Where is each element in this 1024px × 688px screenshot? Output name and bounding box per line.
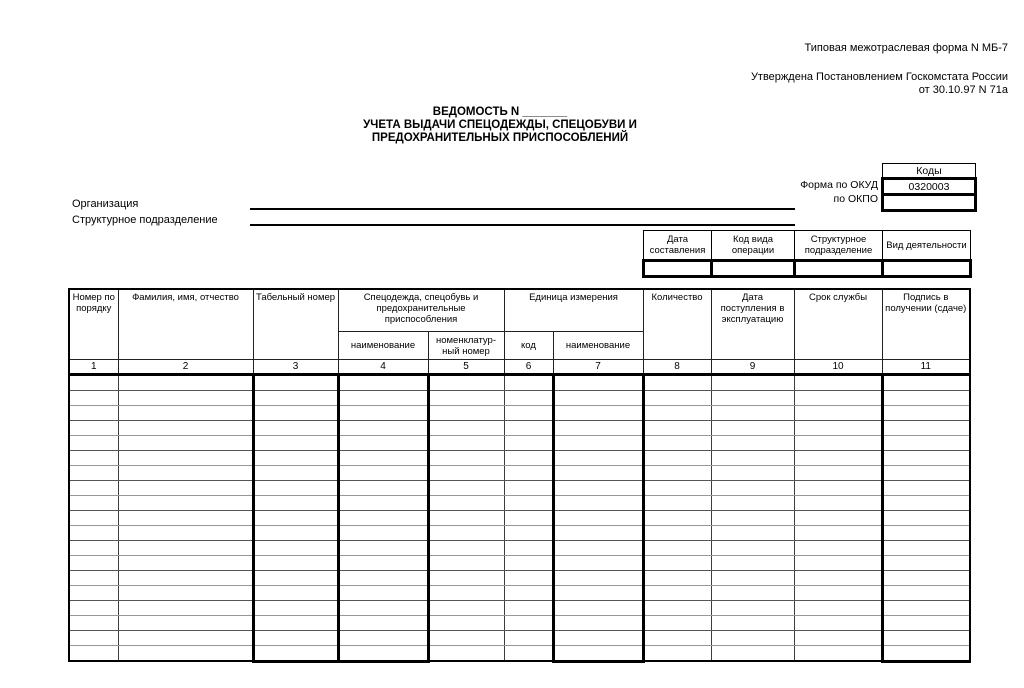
info-value-cell bbox=[644, 261, 712, 277]
column-number-row bbox=[69, 359, 970, 374]
empty-cell bbox=[553, 495, 643, 510]
empty-cell bbox=[643, 525, 711, 540]
empty-cell bbox=[711, 420, 794, 435]
main-table bbox=[68, 288, 971, 663]
empty-cell bbox=[428, 510, 504, 525]
table-row bbox=[69, 585, 970, 600]
empty-cell bbox=[882, 600, 970, 615]
empty-cell bbox=[711, 630, 794, 645]
empty-cell bbox=[504, 600, 553, 615]
empty-cell bbox=[118, 405, 253, 420]
empty-cell bbox=[643, 645, 711, 661]
empty-cell bbox=[711, 465, 794, 480]
empty-cell bbox=[338, 495, 428, 510]
empty-cell bbox=[118, 525, 253, 540]
empty-cell bbox=[711, 510, 794, 525]
empty-cell bbox=[643, 570, 711, 585]
codes-header-cell: Коды bbox=[883, 164, 976, 179]
empty-cell bbox=[643, 600, 711, 615]
subheader-nomenclature: номенклатурный номер bbox=[428, 331, 504, 359]
empty-cell bbox=[794, 630, 882, 645]
empty-cell bbox=[118, 435, 253, 450]
empty-cell bbox=[643, 374, 711, 390]
empty-cell bbox=[553, 465, 643, 480]
header-cell-number: Номер по порядку bbox=[69, 289, 118, 359]
empty-cell bbox=[69, 645, 118, 661]
empty-cell bbox=[882, 435, 970, 450]
empty-cell bbox=[711, 570, 794, 585]
empty-cell bbox=[118, 600, 253, 615]
empty-cell bbox=[504, 585, 553, 600]
column-number-cell: 3 bbox=[253, 359, 338, 374]
empty-cell bbox=[428, 465, 504, 480]
empty-cell bbox=[711, 390, 794, 405]
subdivision-label: Структурное подразделение bbox=[72, 214, 218, 226]
header-group-clothes: Спецодежда, спецобувь и предохранительные приспособления bbox=[338, 289, 504, 331]
empty-cell bbox=[69, 435, 118, 450]
empty-cell bbox=[553, 585, 643, 600]
empty-cell bbox=[711, 540, 794, 555]
table-row bbox=[69, 525, 970, 540]
column-number-cell: 10 bbox=[794, 359, 882, 374]
table-row bbox=[69, 435, 970, 450]
empty-cell bbox=[711, 374, 794, 390]
info-value-row bbox=[644, 261, 971, 277]
empty-cell bbox=[794, 450, 882, 465]
empty-cell bbox=[882, 645, 970, 661]
empty-cell bbox=[338, 374, 428, 390]
empty-cell bbox=[253, 540, 338, 555]
empty-cell bbox=[643, 465, 711, 480]
empty-cell bbox=[253, 555, 338, 570]
info-header-activity: Вид деятельности bbox=[883, 231, 971, 261]
empty-cell bbox=[711, 600, 794, 615]
empty-cell bbox=[643, 450, 711, 465]
empty-cell bbox=[428, 450, 504, 465]
empty-cell bbox=[118, 585, 253, 600]
empty-cell bbox=[338, 645, 428, 661]
empty-cell bbox=[794, 510, 882, 525]
empty-cell bbox=[643, 540, 711, 555]
empty-cell bbox=[882, 585, 970, 600]
info-header-opcode: Код вида операции bbox=[712, 231, 795, 261]
empty-cell bbox=[338, 630, 428, 645]
empty-cell bbox=[118, 450, 253, 465]
empty-cell bbox=[69, 390, 118, 405]
empty-cell bbox=[643, 585, 711, 600]
table-row bbox=[69, 390, 970, 405]
empty-cell bbox=[882, 465, 970, 480]
empty-cell bbox=[711, 405, 794, 420]
empty-cell bbox=[882, 555, 970, 570]
empty-cell bbox=[794, 525, 882, 540]
subheader-clothes-name: наименование bbox=[338, 331, 428, 359]
organization-block bbox=[72, 194, 795, 226]
empty-cell bbox=[643, 480, 711, 495]
empty-cell bbox=[794, 480, 882, 495]
empty-cell bbox=[711, 495, 794, 510]
subheader-unit-name: наименование bbox=[553, 331, 643, 359]
empty-cell bbox=[553, 420, 643, 435]
column-number-cell: 9 bbox=[711, 359, 794, 374]
empty-cell bbox=[553, 555, 643, 570]
empty-cell bbox=[553, 435, 643, 450]
empty-cell bbox=[643, 435, 711, 450]
empty-cell bbox=[882, 480, 970, 495]
organization-label: Организация bbox=[72, 198, 139, 210]
empty-cell bbox=[428, 570, 504, 585]
form-title bbox=[0, 106, 1000, 145]
empty-cell bbox=[338, 600, 428, 615]
empty-cell bbox=[428, 645, 504, 661]
info-value-cell bbox=[883, 261, 971, 277]
empty-cell bbox=[553, 480, 643, 495]
table-row bbox=[69, 450, 970, 465]
empty-cell bbox=[428, 480, 504, 495]
empty-cell bbox=[253, 510, 338, 525]
main-header-row-1 bbox=[69, 289, 970, 331]
organization-fill-line bbox=[250, 194, 795, 210]
empty-cell bbox=[428, 525, 504, 540]
empty-cell bbox=[711, 435, 794, 450]
empty-cell bbox=[553, 510, 643, 525]
column-number-cell: 5 bbox=[428, 359, 504, 374]
empty-cell bbox=[428, 390, 504, 405]
title-line-number: ВЕДОМОСТЬ N _______ bbox=[432, 106, 568, 118]
empty-cell bbox=[118, 570, 253, 585]
empty-cell bbox=[338, 465, 428, 480]
empty-cell bbox=[428, 540, 504, 555]
column-number-cell: 2 bbox=[118, 359, 253, 374]
empty-cell bbox=[69, 465, 118, 480]
empty-cell bbox=[711, 480, 794, 495]
info-header-subdivision: Структурное подразделение bbox=[795, 231, 883, 261]
empty-cell bbox=[253, 465, 338, 480]
column-number-cell: 8 bbox=[643, 359, 711, 374]
empty-cell bbox=[69, 570, 118, 585]
empty-cell bbox=[504, 525, 553, 540]
okud-label: Форма по ОКУД bbox=[800, 179, 878, 191]
empty-cell bbox=[504, 570, 553, 585]
empty-cell bbox=[882, 405, 970, 420]
empty-cell bbox=[69, 510, 118, 525]
empty-cell bbox=[338, 435, 428, 450]
empty-cell bbox=[882, 510, 970, 525]
empty-cell bbox=[553, 405, 643, 420]
empty-cell bbox=[882, 420, 970, 435]
empty-cell bbox=[69, 585, 118, 600]
okpo-label: по ОКПО bbox=[833, 193, 878, 205]
empty-cell bbox=[794, 495, 882, 510]
empty-cell bbox=[553, 525, 643, 540]
empty-cell bbox=[118, 465, 253, 480]
empty-cell bbox=[69, 495, 118, 510]
empty-cell bbox=[794, 615, 882, 630]
empty-cell bbox=[794, 374, 882, 390]
empty-cell bbox=[794, 435, 882, 450]
empty-cell bbox=[794, 585, 882, 600]
table-row bbox=[69, 374, 970, 390]
approval-note bbox=[751, 71, 1008, 97]
empty-cell bbox=[711, 525, 794, 540]
empty-cell bbox=[882, 390, 970, 405]
column-number-cell: 4 bbox=[338, 359, 428, 374]
empty-cell bbox=[504, 435, 553, 450]
empty-cell bbox=[338, 405, 428, 420]
empty-cell bbox=[253, 630, 338, 645]
empty-cell bbox=[553, 450, 643, 465]
empty-cell bbox=[553, 600, 643, 615]
empty-cell bbox=[428, 630, 504, 645]
empty-cell bbox=[553, 615, 643, 630]
empty-cell bbox=[118, 510, 253, 525]
info-table bbox=[642, 230, 972, 278]
empty-cell bbox=[428, 615, 504, 630]
empty-cell bbox=[794, 405, 882, 420]
table-row bbox=[69, 495, 970, 510]
empty-cell bbox=[711, 555, 794, 570]
empty-cell bbox=[69, 555, 118, 570]
empty-cell bbox=[794, 645, 882, 661]
table-row bbox=[69, 510, 970, 525]
empty-cell bbox=[643, 555, 711, 570]
empty-cell bbox=[338, 540, 428, 555]
empty-cell bbox=[711, 615, 794, 630]
table-row bbox=[69, 405, 970, 420]
empty-cell bbox=[253, 480, 338, 495]
empty-cell bbox=[643, 615, 711, 630]
empty-cell bbox=[553, 630, 643, 645]
empty-cell bbox=[504, 465, 553, 480]
column-number-cell: 7 bbox=[553, 359, 643, 374]
empty-cell bbox=[69, 374, 118, 390]
empty-cell bbox=[643, 390, 711, 405]
title-line-2: УЧЕТА ВЫДАЧИ СПЕЦОДЕЖДЫ, СПЕЦОБУВИ И bbox=[363, 119, 637, 131]
empty-cell bbox=[253, 600, 338, 615]
empty-cell bbox=[428, 374, 504, 390]
column-number-cell: 11 bbox=[882, 359, 970, 374]
empty-cell bbox=[338, 570, 428, 585]
empty-cell bbox=[504, 540, 553, 555]
header-cell-service-term: Срок службы bbox=[794, 289, 882, 359]
empty-cell bbox=[428, 420, 504, 435]
empty-cell bbox=[504, 630, 553, 645]
table-row bbox=[69, 630, 970, 645]
empty-cell bbox=[553, 374, 643, 390]
empty-cell bbox=[504, 555, 553, 570]
okpo-value-row bbox=[883, 195, 976, 211]
empty-cell bbox=[643, 495, 711, 510]
empty-cell bbox=[338, 585, 428, 600]
empty-cell bbox=[794, 465, 882, 480]
organization-row bbox=[72, 194, 795, 210]
empty-cell bbox=[253, 645, 338, 661]
empty-cell bbox=[711, 585, 794, 600]
empty-cell bbox=[338, 615, 428, 630]
header-cell-date: Дата поступления в эксплуатацию bbox=[711, 289, 794, 359]
empty-cell bbox=[69, 480, 118, 495]
empty-cell bbox=[253, 615, 338, 630]
empty-cell bbox=[794, 555, 882, 570]
column-number-cell: 1 bbox=[69, 359, 118, 374]
form-reference: Типовая межотраслевая форма N МБ-7 bbox=[804, 42, 1008, 54]
empty-cell bbox=[504, 495, 553, 510]
empty-cell bbox=[253, 450, 338, 465]
empty-cell bbox=[253, 585, 338, 600]
empty-cell bbox=[504, 405, 553, 420]
empty-cell bbox=[504, 615, 553, 630]
table-row bbox=[69, 615, 970, 630]
approval-line-1: Утверждена Постановлением Госкомстата России bbox=[750, 71, 1008, 83]
table-row bbox=[69, 600, 970, 615]
okud-value-cell: 0320003 bbox=[883, 179, 976, 195]
empty-cell bbox=[253, 374, 338, 390]
empty-cell bbox=[118, 480, 253, 495]
empty-cell bbox=[118, 374, 253, 390]
empty-cell bbox=[428, 555, 504, 570]
table-row bbox=[69, 420, 970, 435]
empty-cell bbox=[504, 645, 553, 661]
info-header-row bbox=[644, 231, 971, 261]
empty-cell bbox=[338, 450, 428, 465]
empty-cell bbox=[69, 420, 118, 435]
empty-cell bbox=[338, 555, 428, 570]
empty-cell bbox=[69, 405, 118, 420]
codes-table bbox=[881, 163, 977, 212]
empty-cell bbox=[253, 390, 338, 405]
table-row bbox=[69, 465, 970, 480]
empty-cell bbox=[553, 645, 643, 661]
table-row bbox=[69, 645, 970, 661]
empty-cell bbox=[253, 570, 338, 585]
okud-value-row bbox=[883, 179, 976, 195]
empty-cell bbox=[118, 555, 253, 570]
info-value-cell bbox=[795, 261, 883, 277]
empty-cell bbox=[882, 374, 970, 390]
empty-cell bbox=[253, 405, 338, 420]
empty-cell bbox=[504, 480, 553, 495]
empty-cell bbox=[794, 600, 882, 615]
okpo-value-cell bbox=[883, 195, 976, 211]
empty-cell bbox=[338, 390, 428, 405]
title-line-3: ПРЕДОХРАНИТЕЛЬНЫХ ПРИСПОСОБЛЕНИЙ bbox=[371, 132, 629, 144]
header-cell-fio: Фамилия, имя, отчество bbox=[118, 289, 253, 359]
table-row bbox=[69, 480, 970, 495]
empty-cell bbox=[643, 510, 711, 525]
empty-cell bbox=[428, 585, 504, 600]
empty-cell bbox=[118, 645, 253, 661]
empty-cell bbox=[882, 615, 970, 630]
form-reference-block bbox=[751, 42, 1008, 97]
header-cell-quantity: Количество bbox=[643, 289, 711, 359]
info-value-cell bbox=[712, 261, 795, 277]
empty-cell bbox=[118, 540, 253, 555]
empty-cell bbox=[882, 525, 970, 540]
table-row bbox=[69, 570, 970, 585]
empty-cell bbox=[118, 495, 253, 510]
empty-cell bbox=[794, 540, 882, 555]
table-row bbox=[69, 540, 970, 555]
info-header-date: Дата составления bbox=[644, 231, 712, 261]
subdivision-row bbox=[72, 210, 795, 226]
empty-cell bbox=[428, 600, 504, 615]
empty-cell bbox=[643, 420, 711, 435]
empty-cell bbox=[253, 420, 338, 435]
empty-cell bbox=[428, 405, 504, 420]
empty-cell bbox=[794, 570, 882, 585]
empty-cell bbox=[253, 435, 338, 450]
empty-cell bbox=[118, 630, 253, 645]
empty-cell bbox=[118, 615, 253, 630]
subdivision-fill-line bbox=[250, 210, 795, 226]
empty-cell bbox=[504, 390, 553, 405]
empty-cell bbox=[69, 600, 118, 615]
empty-cell bbox=[882, 630, 970, 645]
empty-cell bbox=[553, 570, 643, 585]
empty-cell bbox=[338, 510, 428, 525]
empty-cell bbox=[338, 420, 428, 435]
empty-cell bbox=[504, 374, 553, 390]
empty-cell bbox=[643, 630, 711, 645]
empty-cell bbox=[711, 450, 794, 465]
approval-line-2: от 30.10.97 N 71а bbox=[918, 84, 1008, 96]
empty-cell bbox=[118, 420, 253, 435]
empty-cell bbox=[69, 450, 118, 465]
empty-cell bbox=[253, 495, 338, 510]
empty-cell bbox=[69, 630, 118, 645]
empty-cell bbox=[118, 390, 253, 405]
empty-cell bbox=[428, 495, 504, 510]
empty-cell bbox=[643, 405, 711, 420]
header-cell-signature: Подпись в получении (сдаче) bbox=[882, 289, 970, 359]
empty-cell bbox=[711, 645, 794, 661]
empty-cell bbox=[553, 390, 643, 405]
empty-cell bbox=[338, 525, 428, 540]
empty-cell bbox=[253, 525, 338, 540]
empty-cell bbox=[553, 540, 643, 555]
empty-cell bbox=[338, 480, 428, 495]
empty-cell bbox=[882, 495, 970, 510]
empty-cell bbox=[504, 420, 553, 435]
empty-cell bbox=[794, 420, 882, 435]
empty-cell bbox=[428, 435, 504, 450]
column-number-cell: 6 bbox=[504, 359, 553, 374]
empty-cell bbox=[794, 390, 882, 405]
empty-cell bbox=[882, 450, 970, 465]
empty-cell bbox=[69, 525, 118, 540]
header-cell-tab-number: Табельный номер bbox=[253, 289, 338, 359]
codes-header-row bbox=[883, 164, 976, 179]
subheader-unit-code: код bbox=[504, 331, 553, 359]
header-group-unit: Единица измерения bbox=[504, 289, 643, 331]
empty-cell bbox=[69, 540, 118, 555]
empty-cell bbox=[504, 510, 553, 525]
empty-cell bbox=[504, 450, 553, 465]
empty-cell bbox=[69, 615, 118, 630]
empty-cell bbox=[882, 540, 970, 555]
table-row bbox=[69, 555, 970, 570]
empty-cell bbox=[882, 570, 970, 585]
